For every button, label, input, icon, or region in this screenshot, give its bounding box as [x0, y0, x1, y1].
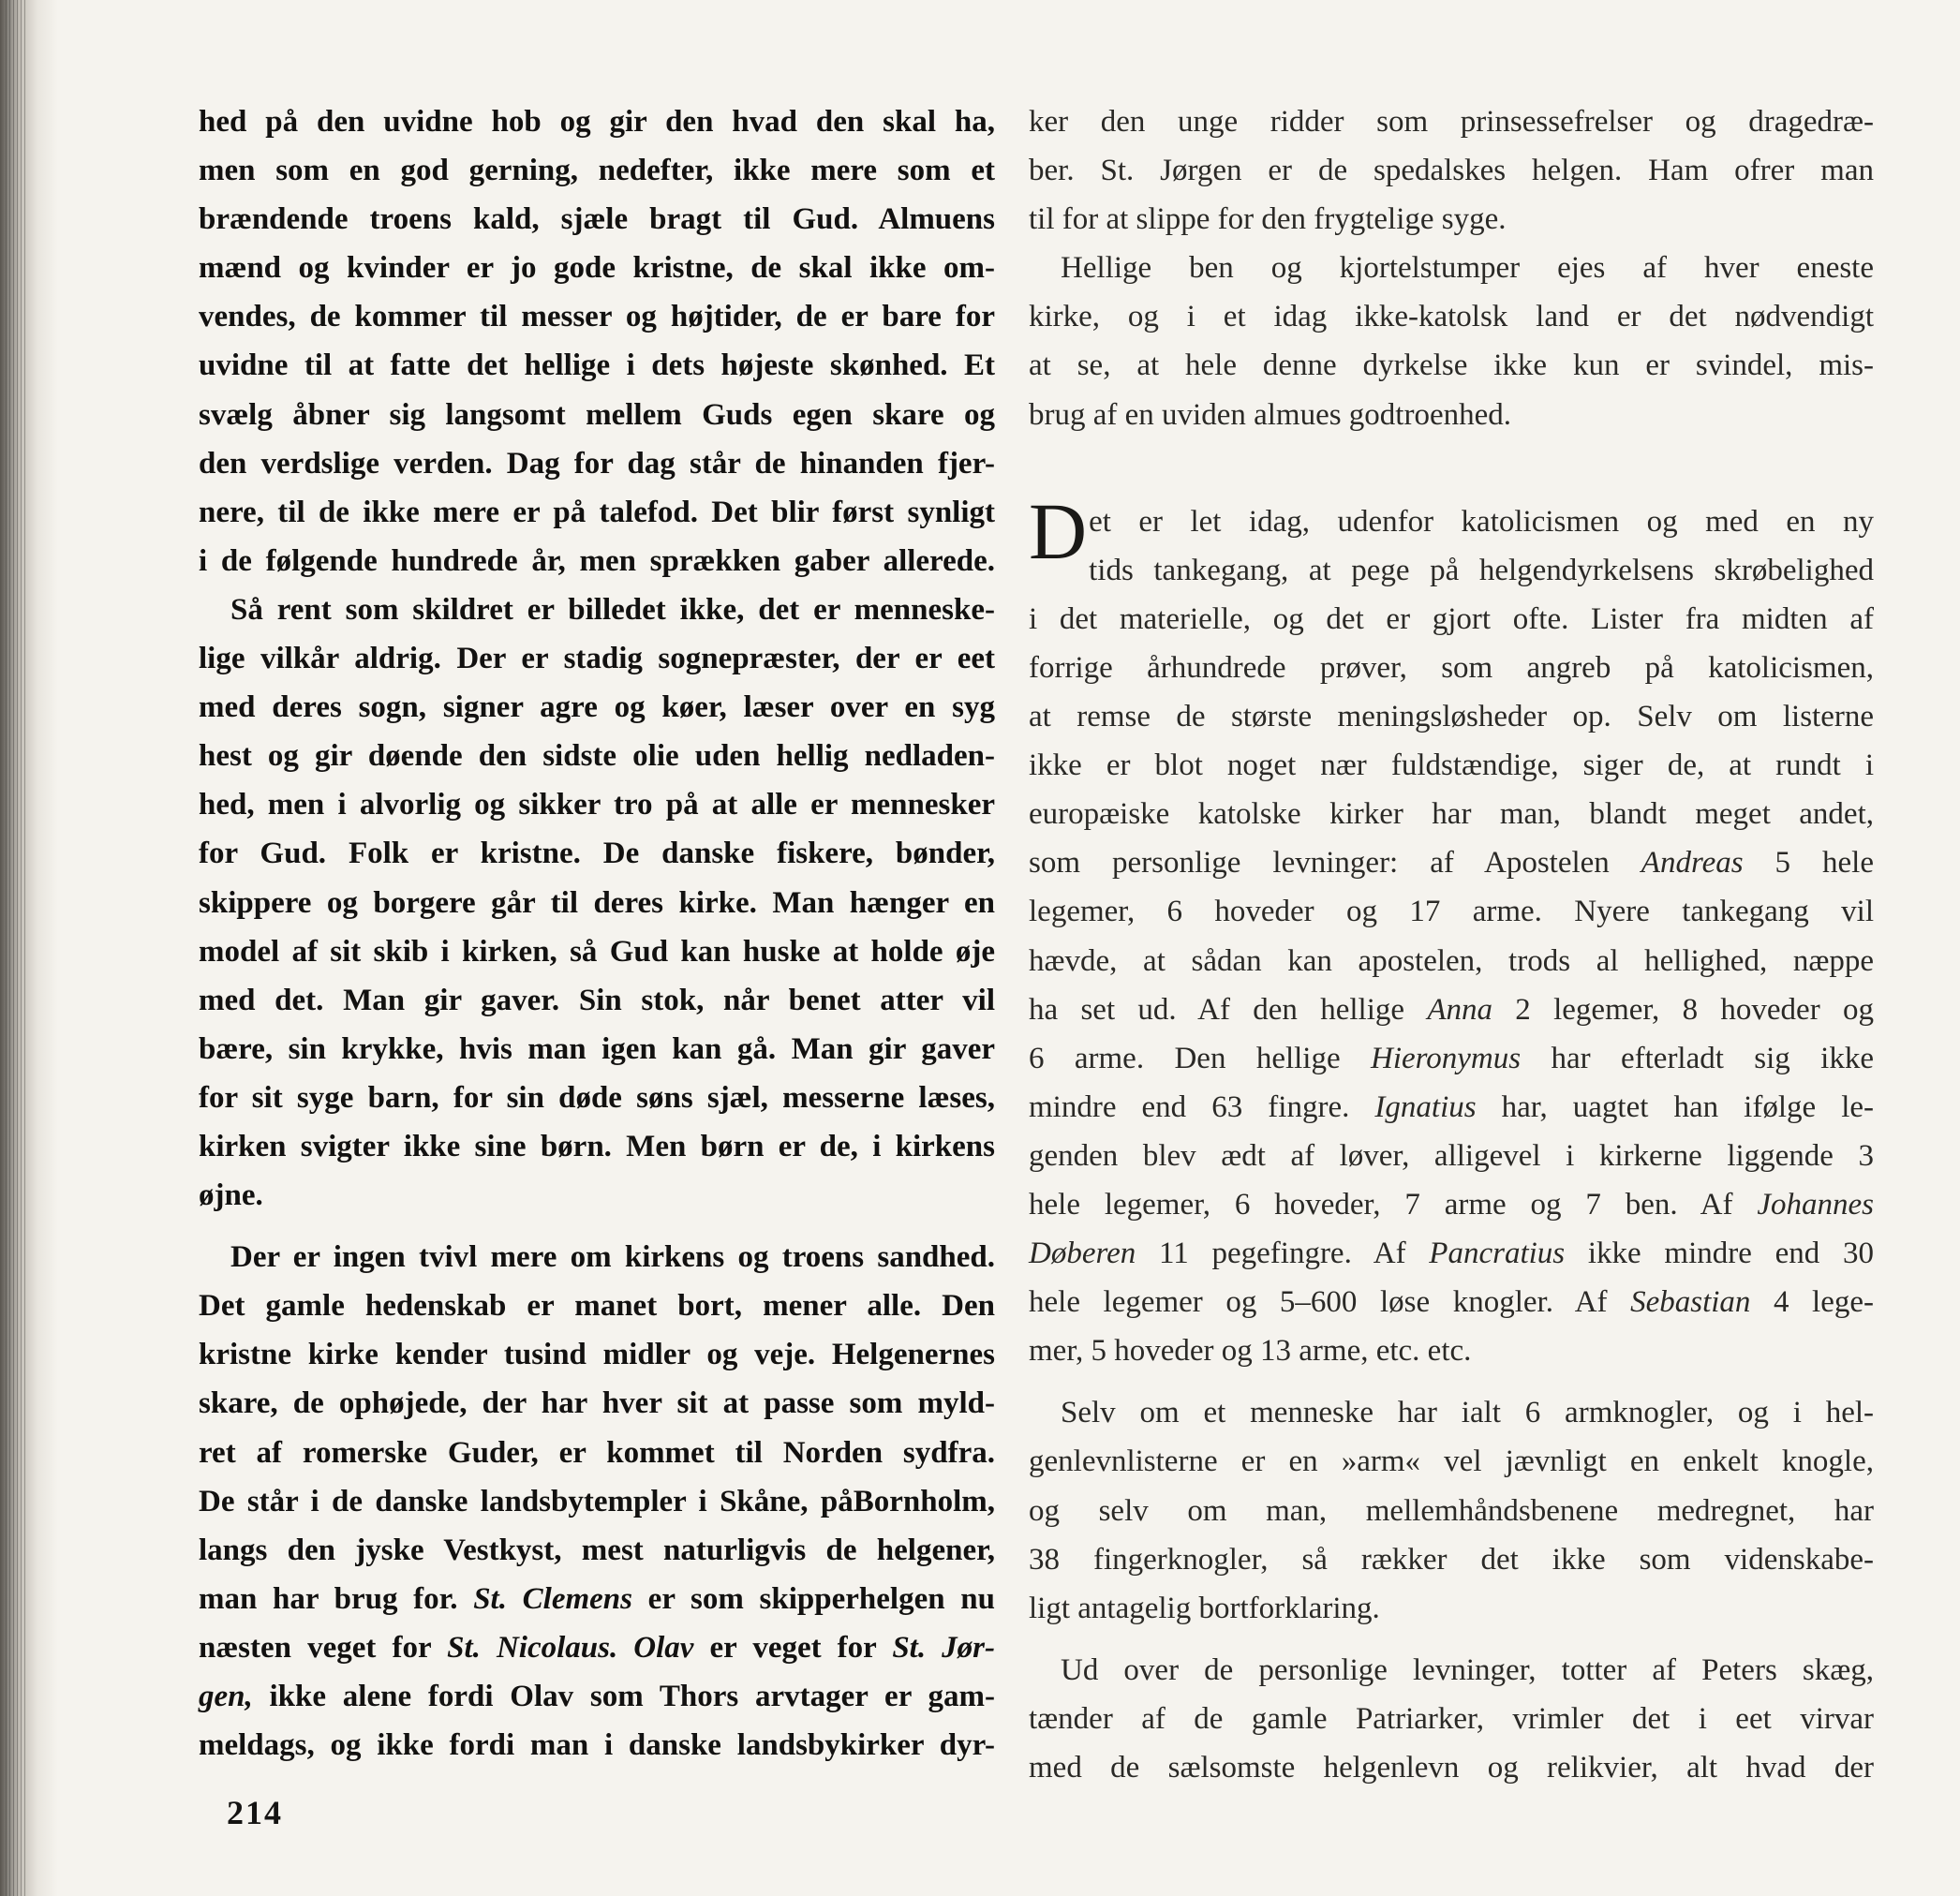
text-line: skare, de ophøjede, der har hver sit at passe som myld- [199, 1386, 995, 1421]
text-line [199, 1623, 995, 1672]
saint-name: Johannes [1757, 1187, 1874, 1222]
text-run: som personlige levninger: af Apostelen [1029, 846, 1641, 881]
text-line: genlevnlisterne er en »arm« vel jævnligt en enkelt knogle, [1029, 1444, 1874, 1479]
text-line: et er let idag, udenfor katolicismen og med en ny [1089, 504, 1874, 539]
text-line: med deres sogn, signer agre og køer, læser over en syg [199, 690, 995, 725]
left-paragraph-2 [199, 585, 995, 1220]
text-line [1029, 1180, 1874, 1229]
text-line: for Gud. Folk er kristne. De danske fiskere, bønder, [199, 837, 995, 871]
right-paragraph-4 [1029, 1388, 1874, 1632]
text-line: at remse de største meningsløsheder op. Selv om listerne [1029, 700, 1874, 734]
saint-name: Sebastian [1630, 1285, 1751, 1320]
text-line [199, 1575, 995, 1623]
text-line: tænder af de gamle Patriarker, vrimler det i eet virvar [1029, 1701, 1874, 1736]
text-run: er veget for [693, 1630, 893, 1665]
text-line: europæiske katolske kirker har man, blandt meget andet, [1029, 797, 1874, 832]
text-line: tids tankegang, at pege på helgendyrkelsens skrøbelighed [1089, 553, 1874, 587]
text-run: ha set ud. Af den hellige [1029, 992, 1428, 1027]
text-line: Det gamle hedenskab er manet bort, mener alle. Den [199, 1289, 995, 1324]
text-line: De står i de danske landsbytempler i Skåne, påBornholm, [199, 1484, 995, 1518]
text-line: den verdslige verden. Dag for dag står de hinanden fjer- [199, 446, 995, 481]
text-line: hest og gir døende den sidste olie uden hellig nedladen- [199, 739, 995, 774]
saint-name: Anna [1427, 992, 1492, 1027]
right-paragraph-3 [1029, 485, 1875, 1376]
right-paragraph-1 [1029, 97, 1874, 244]
text-line [199, 1672, 995, 1721]
text-line: brændende troens kald, sjæle bragt til Gud. Almuens [199, 202, 995, 237]
text-run: 5 hele [1743, 846, 1874, 881]
left-column [199, 97, 995, 1770]
text-run: ikke mindre end 30 [1565, 1237, 1874, 1271]
paragraph-gap [1029, 1633, 1874, 1646]
text-line: hævde, at sådan kan apostelen, trods al hellighed, næppe [1029, 943, 1874, 978]
text-line [1029, 1278, 1874, 1326]
paragraph-gap [199, 1220, 995, 1233]
text-line: og selv om man, mellemhåndsbenene medregnet, har [1029, 1493, 1874, 1528]
text-run: 4 lege- [1750, 1285, 1875, 1320]
text-line: meldags, og ikke fordi man i danske landsbykirker dyr- [199, 1728, 995, 1763]
text-line: vendes, de kommer til messer og højtider, de er bare for [199, 300, 995, 334]
text-run: 2 legemer, 8 hoveder og [1492, 992, 1874, 1027]
text-line: Så rent som skildret er billedet ikke, det er menneske- [230, 592, 995, 627]
text-line: mer, 5 hoveder og 13 arme, etc. etc. [1029, 1334, 1472, 1369]
text-line [1029, 838, 1874, 887]
text-line: Hellige ben og kjortelstumper ejes af hver eneste [1061, 251, 1874, 286]
text-line [1029, 1229, 1874, 1278]
text-line: bære, sin krykke, hvis man igen kan gå. Man gir gaver [199, 1031, 995, 1066]
text-line: legemer, 6 hoveder og 17 arme. Nyere tankegang vil [1029, 895, 1874, 929]
text-run: 11 pegefingre. Af [1136, 1237, 1430, 1271]
text-line: brug af en uviden almues godtroenhed. [1029, 397, 1512, 432]
text-line: øjne. [199, 1178, 263, 1213]
saint-name: Hieronymus [1371, 1041, 1522, 1075]
text-line: ber. St. Jørgen er de spedalskes helgen. Ham ofrer man [1029, 154, 1874, 188]
text-run: 6 arme. Den hellige [1029, 1041, 1371, 1075]
left-paragraph-1 [199, 97, 995, 585]
text-line: til for at slippe for den frygtelige syge. [1029, 202, 1507, 237]
text-line: model af sit skib i kirken, så Gud kan huske at holde øje [199, 934, 995, 969]
text-line: genden blev ædt af løver, alligevel i kirkerne liggende 3 [1029, 1138, 1874, 1173]
text-line: ret af romerske Guder, er kommet til Norden sydfra. [199, 1435, 995, 1470]
text-line: kirken svigter ikke sine børn. Men børn er de, i kirkens [199, 1129, 995, 1163]
saint-name: gen, [199, 1680, 253, 1713]
text-line: i det materielle, og det er gjort ofte. Lister fra midten af [1029, 601, 1874, 636]
text-line: med de sælsomste helgenlevn og relikvier, alt hvad der [1029, 1751, 1874, 1785]
text-run: næsten veget for [199, 1630, 448, 1665]
text-line: Selv om et menneske har ialt 6 armknogler, og i hel- [1061, 1396, 1874, 1430]
left-paragraph-3 [199, 1233, 995, 1770]
saint-name: St. Nicolaus. Olav [447, 1630, 694, 1665]
text-line: ikke er blot noget nær fuldstændige, siger de, at rundt i [1029, 748, 1874, 783]
text-line: hed på den uvidne hob og gir den hvad den skal ha, [199, 105, 995, 139]
text-line: skippere og borgere går til deres kirke. Man hænger en [199, 885, 995, 920]
text-run: er som skipperhelgen nu [631, 1581, 995, 1616]
saint-name: Ignatius [1374, 1089, 1477, 1124]
text-line: kirke, og i et idag ikke-katolsk land er det nødvendigt [1029, 300, 1874, 334]
text-run: hele legemer, 6 hoveder, 7 arme og 7 ben. Af [1029, 1187, 1758, 1222]
text-line: mænd og kvinder er jo gode kristne, de skal ikke om- [199, 251, 995, 286]
text-run: ikke alene fordi Olav som Thors arvtager er gam- [252, 1680, 995, 1713]
text-line: hed, men i alvorlig og sikker tro på at alle er mennesker [199, 788, 995, 822]
text-line: nere, til de ikke mere er på talefod. Det blir først synligt [199, 495, 995, 529]
page-number: 214 [227, 1794, 283, 1831]
text-line [1029, 1083, 1874, 1132]
drop-cap: D [1029, 485, 1088, 576]
text-line: lige vilkår aldrig. Der er stadig sognepræster, der er eet [199, 642, 995, 676]
text-line: 38 fingerknogler, så rækker det ikke som videnskabe- [1029, 1542, 1874, 1577]
text-run: hele legemer og 5–600 løse knogler. Af [1029, 1285, 1631, 1320]
text-line: ker den unge ridder som prinsessefrelser og dragedræ- [1029, 105, 1874, 139]
text-line: men som en god gerning, nedefter, ikke mere som et [199, 154, 995, 188]
text-run: man har brug for. [199, 1581, 474, 1616]
text-line [1029, 1034, 1874, 1083]
text-line: Der er ingen tvivl mere om kirkens og troens sandhed. [230, 1240, 995, 1275]
right-paragraph-2 [1029, 244, 1874, 438]
saint-name: Andreas [1641, 846, 1744, 881]
saint-name: St. Jør- [892, 1630, 995, 1665]
text-run: har, uagtet han ifølge le- [1476, 1089, 1874, 1124]
right-column [1029, 97, 1874, 1792]
saint-name: St. Clemens [473, 1581, 632, 1616]
section-gap [1029, 439, 1874, 497]
text-line: med det. Man gir gaver. Sin stok, når benet atter vil [199, 983, 995, 1017]
text-line: uvidne til at fatte det hellige i dets højeste skønhed. Et [199, 348, 995, 383]
text-line: svælg åbner sig langsomt mellem Guds egen skare og [199, 397, 995, 432]
text-line: at se, at hele denne dyrkelse ikke kun er svindel, mis- [1029, 348, 1874, 383]
text-line [1029, 985, 1874, 1034]
saint-name: Døberen [1029, 1237, 1136, 1271]
text-line: Ud over de personlige levninger, totter af Peters skæg, [1061, 1652, 1874, 1687]
text-line: ligt antagelig bortforklaring. [1029, 1591, 1380, 1625]
saint-name: Pancratius [1429, 1237, 1566, 1271]
text-line: i de følgende hundrede år, men sprækken gaber allerede. [199, 543, 995, 578]
text-line: kristne kirke kender tusind midler og veje. Helgenernes [199, 1338, 995, 1372]
text-line: langs den jyske Vestkyst, mest naturligvis de helgener, [199, 1533, 995, 1567]
text-run: mindre end 63 fingre. [1029, 1089, 1375, 1124]
text-line: forrige århundrede prøver, som angreb på katolicismen, [1029, 650, 1874, 685]
paragraph-gap [1029, 1375, 1874, 1388]
text-run: har efterladt sig ikke [1521, 1041, 1874, 1075]
text-line: for sit syge barn, for sin døde søns sjæl, messerne læses, [199, 1080, 995, 1115]
page-edges [6, 0, 26, 1896]
right-paragraph-5 [1029, 1646, 1874, 1792]
